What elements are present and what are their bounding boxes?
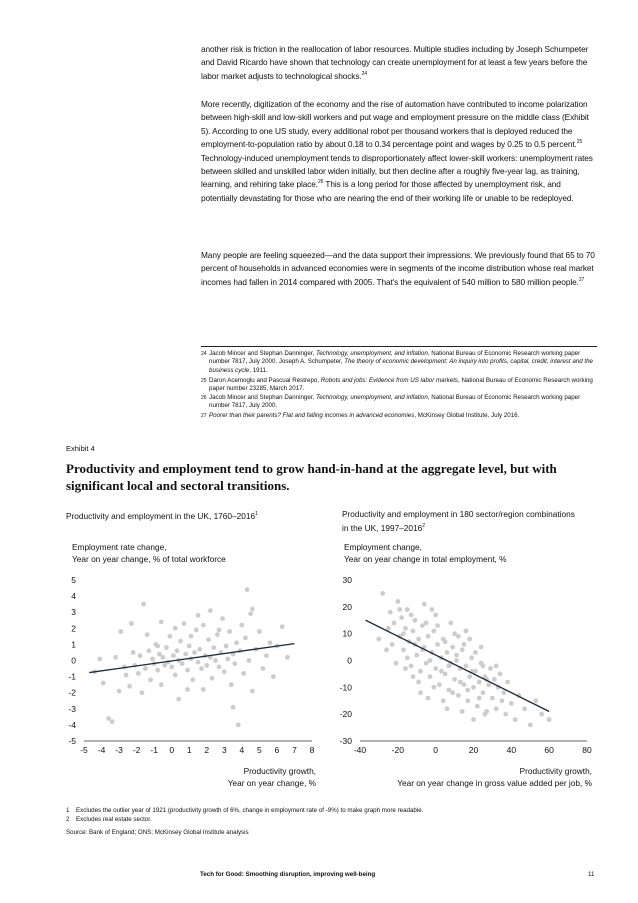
- chart-left-point: [161, 655, 166, 660]
- chart-left-y-tick-label: -1: [68, 671, 76, 682]
- chart-left-point: [229, 682, 234, 687]
- chart-right-y-tick-label: 20: [342, 601, 352, 612]
- chart-right-x-tick-label: 40: [506, 745, 517, 755]
- chart-right-point: [413, 618, 418, 623]
- chart-right-point: [465, 698, 470, 703]
- chart-right-point: [473, 650, 478, 655]
- chart-right-point: [448, 621, 453, 626]
- chart-right-point: [428, 674, 433, 679]
- chart-right-point: [401, 631, 406, 636]
- chart-right-point: [503, 712, 508, 717]
- chart-right-point: [386, 626, 391, 631]
- chart-right-point: [394, 661, 399, 666]
- exhibit-title: Productivity and employment tend to grow hand-in-hand at the aggregate level, but with significant local and sectoral transitions.: [66, 461, 557, 493]
- chart-right-point: [460, 647, 465, 652]
- chart-right-x-tick-label: 60: [544, 745, 554, 755]
- chart-left-point: [175, 648, 180, 653]
- chart-left-point: [222, 669, 227, 674]
- chart-right-x-axis-title: Productivity growth, Year on year change in gross value added per job, %: [397, 766, 592, 788]
- chart-right-point: [501, 690, 506, 695]
- chart-right-point: [414, 653, 419, 658]
- chart-left-y-tick-label: 0: [71, 655, 76, 666]
- chart-left-point: [211, 645, 216, 650]
- chart-right-point: [509, 701, 514, 706]
- footer-title: Tech for Good: Smoothing disruption, improving well-being: [200, 871, 376, 878]
- chart-left-title: Productivity and employment in the UK, 1760–2016$^1$: [66, 510, 258, 521]
- chart-left-point: [236, 723, 241, 728]
- chart-left-point: [143, 666, 148, 671]
- chart-right-point: [471, 685, 476, 690]
- chart-right-point: [467, 674, 472, 679]
- chart-right-point: [431, 685, 436, 690]
- chart-left-point: [271, 674, 276, 679]
- chart-right-point: [443, 639, 448, 644]
- chart-left-x-tick-label: 1: [186, 745, 192, 755]
- chart-right-point: [380, 591, 385, 596]
- chart-left-point: [245, 587, 250, 592]
- chart-right-point: [494, 664, 499, 669]
- chart-right-point: [492, 677, 497, 682]
- chart-right-y-tick-label: 10: [342, 628, 352, 639]
- chart-left-point: [225, 657, 230, 662]
- chart-left-point: [285, 655, 290, 660]
- footnote-27: 27 Poorer than their parents? Flat and falling incomes in advanced economies, McKinsey Global Institute, July 2016.: [201, 412, 520, 419]
- chart-left-y-axis-title: Employment rate change, Year on year change, % of total workforce: [72, 542, 226, 564]
- chart-left-x-tick-label: 3: [221, 745, 227, 755]
- chart-left-point: [113, 655, 118, 660]
- chart-left-x-tick-label: 8: [309, 745, 315, 755]
- chart-left-point: [206, 637, 211, 642]
- exhibit-source: Source: Bank of England; ONS; McKinsey Global Institute analysis: [66, 829, 249, 836]
- chart-right-point: [392, 621, 397, 626]
- chart-right-point: [418, 690, 423, 695]
- chart-left-point: [196, 613, 201, 618]
- chart-right-point: [397, 607, 402, 612]
- chart-right-point: [433, 613, 438, 618]
- chart-right-point: [388, 610, 393, 615]
- chart-left-point: [250, 689, 255, 694]
- chart-right-point: [488, 666, 493, 671]
- chart-right-point: [395, 599, 400, 604]
- chart-right-point: [505, 680, 510, 685]
- chart-left-point: [182, 621, 187, 626]
- chart-right-point: [426, 634, 431, 639]
- chart-right-point: [426, 696, 431, 701]
- chart-right-point: [435, 623, 440, 628]
- chart-left-point: [129, 621, 134, 626]
- chart-left-point: [201, 687, 206, 692]
- chart-left-x-tick-label: -2: [132, 745, 141, 755]
- chart-right-point: [513, 717, 518, 722]
- chart-left-point: [199, 666, 204, 671]
- body-paragraph-3: Many people are feeling squeezed—and the data support their impressions. We previously found that 65 to 70 percent of households in advanced economies were in segments of the income distribution whose real market incomes had fallen in 2014 compared with 2005. That's the equivalent of 540 million to 580 million people.$^{27}$: [201, 250, 595, 287]
- chart-right-point: [418, 669, 423, 674]
- chart-left-point: [127, 684, 132, 689]
- chart-left: [60, 572, 322, 760]
- chart-left-point: [169, 665, 174, 670]
- footnote-24: 24 Jacob Mincer and Stephan Danninger, Technology, unemployment, and inflation, National Bureau of Economic Research working paper number 7817, July 2000. Joseph A. Schumpeter, The theory of economic development: An inquiry into profits, capital, credit, interest and the business cycle, 1911.: [201, 350, 593, 374]
- chart-right-point: [456, 693, 461, 698]
- exhibit-note-1: 1 Excludes the outlier year of 1921 (productivity growth of 6%, change in employment rate of -9%) to make graph more readable.: [66, 807, 424, 814]
- chart-right-point: [424, 621, 429, 626]
- chart-left-y-tick-label: 3: [71, 607, 76, 618]
- chart-right-point: [411, 674, 416, 679]
- chart-right-point: [403, 626, 408, 631]
- chart-left-point: [155, 644, 160, 649]
- chart-left-y-tick-label: 2: [71, 623, 76, 634]
- chart-left-point: [190, 677, 195, 682]
- chart-right-point: [411, 629, 416, 634]
- chart-left-x-tick-label: 0: [169, 745, 175, 755]
- chart-right-x-tick-label: 0: [433, 745, 439, 755]
- chart-left-point: [194, 628, 199, 633]
- chart-right-y-tick-label: -30: [339, 736, 352, 746]
- chart-right-y-axis-title: Employment change, Year on year change in total employment, %: [344, 542, 507, 564]
- chart-right-point: [465, 688, 470, 693]
- chart-left-point: [183, 652, 188, 657]
- chart-left-point: [208, 608, 213, 613]
- chart-right-point: [469, 655, 474, 660]
- chart-right-point: [422, 602, 427, 607]
- chart-right-point: [445, 650, 450, 655]
- chart-right-point: [437, 682, 442, 687]
- body-paragraph-1: another risk is friction in the reallocation of labor resources. Multiple studies including by Joseph Schumpeter and David Ricardo have shown that technology can create unemployment for at least a few years before the labor market adjusts to technological shocks.$^{24}$: [201, 44, 589, 81]
- chart-right-y-tick-label: 30: [342, 575, 352, 585]
- chart-left-point: [173, 626, 178, 631]
- chart-left-point: [192, 650, 197, 655]
- chart-right-y-tick-label: -20: [339, 709, 352, 720]
- chart-right-point: [483, 712, 488, 717]
- chart-left-point: [247, 658, 252, 663]
- chart-left-x-tick-label: 7: [292, 745, 297, 755]
- chart-left-x-axis-title: Productivity growth, Year on year change, %: [227, 766, 316, 788]
- chart-left-point: [243, 636, 248, 641]
- chart-left-point: [201, 623, 206, 628]
- chart-right-point: [454, 653, 459, 658]
- chart-left-y-tick-label: -3: [68, 703, 76, 714]
- chart-right-point: [439, 669, 444, 674]
- chart-left-y-tick-label: -4: [68, 719, 76, 730]
- chart-left-point: [176, 697, 181, 702]
- chart-right-point: [486, 682, 491, 687]
- chart-left-point: [148, 677, 153, 682]
- chart-left-point: [227, 629, 232, 634]
- chart-left-x-tick-label: 6: [274, 745, 280, 755]
- chart-right-point: [539, 712, 544, 717]
- chart-left-x-tick-label: 5: [257, 745, 262, 755]
- chart-left-y-tick-label: 1: [71, 639, 76, 650]
- chart-left-point: [210, 676, 215, 681]
- chart-left-point: [168, 634, 173, 639]
- chart-right-point: [498, 672, 503, 677]
- chart-right-point: [464, 629, 469, 634]
- chart-left-point: [257, 629, 262, 634]
- exhibit-label: Exhibit 4: [66, 444, 95, 453]
- chart-left-point: [150, 657, 155, 662]
- chart-left-point: [141, 602, 146, 607]
- chart-right-x-tick-label: 80: [582, 745, 592, 755]
- chart-right-point: [441, 698, 446, 703]
- chart-right-point: [405, 607, 410, 612]
- chart-left-point: [250, 607, 255, 612]
- chart-left-point: [187, 644, 192, 649]
- chart-left-point: [189, 634, 194, 639]
- chart-left-point: [118, 629, 123, 634]
- chart-right-point: [547, 717, 552, 722]
- chart-left-x-tick-label: -4: [97, 745, 106, 755]
- chart-right-point: [528, 723, 533, 728]
- chart-left-point: [138, 653, 143, 658]
- chart-right-point: [494, 706, 499, 711]
- chart-right-point: [450, 690, 455, 695]
- chart-right-point: [534, 698, 539, 703]
- chart-left-point: [213, 658, 218, 663]
- chart-right-point: [477, 680, 482, 685]
- chart-right-x-tick-label: -40: [353, 745, 367, 755]
- chart-left-x-tick-label: 2: [204, 745, 210, 755]
- chart-right-point: [490, 696, 495, 701]
- chart-left-point: [155, 668, 160, 673]
- footnote-25: 25 Daron Acemoglu and Pascual Restrepo, Robots and jobs: Evidence from US labor markets, National Bureau of Economic Research working paper number 23285, March 2017.: [201, 377, 593, 393]
- footnote-ref[interactable]: 25: [576, 139, 583, 146]
- chart-left-point: [97, 657, 102, 662]
- chart-left-point: [101, 681, 106, 686]
- chart-left-point: [234, 640, 239, 645]
- chart-right-point: [450, 645, 455, 650]
- chart-right-trendline: [366, 620, 549, 711]
- chart-right-point: [467, 637, 472, 642]
- chart-left-y-tick-label: 5: [71, 575, 76, 585]
- chart-left-y-tick-label: -5: [68, 736, 76, 746]
- chart-left-point: [136, 671, 141, 676]
- chart-right-point: [447, 664, 452, 669]
- chart-right-point: [401, 647, 406, 652]
- chart-left-point: [131, 650, 136, 655]
- chart-left-point: [185, 668, 190, 673]
- chart-left-x-tick-label: -1: [150, 745, 158, 755]
- chart-left-point: [231, 705, 236, 710]
- chart-right-point: [500, 698, 505, 703]
- chart-left-point: [280, 624, 285, 629]
- chart-right-point: [445, 706, 450, 711]
- chart-left-point: [264, 653, 269, 658]
- chart-left-point: [215, 632, 220, 637]
- chart-left-x-tick-label: -3: [115, 745, 123, 755]
- chart-left-point: [171, 653, 176, 658]
- chart-left-point: [204, 663, 209, 668]
- chart-left-point: [159, 620, 164, 625]
- chart-left-point: [248, 611, 253, 616]
- chart-left-point: [232, 661, 237, 666]
- chart-right-point: [481, 664, 486, 669]
- footnote-divider: [201, 346, 597, 347]
- chart-left-point: [159, 682, 164, 687]
- chart-right-point: [477, 696, 482, 701]
- chart-left-point: [217, 665, 222, 670]
- chart-right-x-tick-label: -20: [391, 745, 404, 755]
- chart-right-point: [416, 680, 421, 685]
- chart-right-point: [390, 642, 395, 647]
- chart-left-point: [224, 644, 229, 649]
- chart-right-point: [452, 677, 457, 682]
- chart-right-point: [416, 637, 421, 642]
- chart-left-point: [140, 690, 145, 695]
- chart-right-point: [384, 647, 389, 652]
- chart-left-point: [197, 647, 202, 652]
- body-paragraph-2: More recently, digitization of the economy and the rise of automation have contributed to income polarization between high-skill and low-skill workers and put wage and employment pressure on the middle class (Exhibit 5). According to one US study, every additional robot per thousand workers that is deployed reduced the employment-to-population ratio by about 0.18 to 0.34 percentage point and wages by 0.25 to 0.5 percent.$^{25}$ Technology-induced unemployment tends to disproportionately affect lower-skill workers: unemployment rates between skilled and unskilled labor widen initially, but then decline after a roughly five-year lag, as training, learning, and rehiring take place.$^{26}$ This is a long period for those affected by unemployment risk, and potentially devastating for those who are nearing the end of their working life or unable to be redeployed.: [201, 99, 593, 203]
- chart-left-point: [217, 628, 222, 633]
- chart-left-x-tick-label: -5: [80, 745, 88, 755]
- chart-left-y-tick-label: -2: [68, 687, 76, 698]
- exhibit-note-2: 2 Excludes real estate sector.: [66, 816, 152, 823]
- chart-left-point: [164, 645, 169, 650]
- chart-right-y-tick-label: -10: [339, 682, 352, 693]
- chart-right-point: [458, 680, 463, 685]
- chart-left-y-tick-label: 4: [71, 591, 76, 602]
- footnote-26: 26 Jacob Mincer and Stephan Danninger, Technology, unemployment, and inflation, National Bureau of Economic Research working paper number 7817, July 2000.: [201, 394, 581, 410]
- chart-right-point: [405, 655, 410, 660]
- chart-left-point: [147, 648, 152, 653]
- chart-left-x-tick-label: 4: [239, 745, 245, 755]
- chart-right-point: [462, 642, 467, 647]
- footnote-ref[interactable]: 24: [361, 71, 367, 78]
- chart-right: [330, 572, 602, 760]
- chart-left-point: [180, 661, 185, 666]
- chart-left-point: [145, 632, 150, 637]
- chart-left-point: [178, 639, 183, 644]
- chart-left-point: [239, 623, 244, 628]
- chart-left-point: [196, 660, 201, 665]
- chart-right-y-tick-label: 0: [347, 655, 352, 666]
- chart-left-point: [173, 673, 178, 678]
- chart-right-point: [456, 634, 461, 639]
- chart-right-point: [475, 704, 480, 709]
- chart-right-point: [377, 637, 382, 642]
- chart-right-point: [479, 645, 484, 650]
- chart-right-point: [409, 613, 414, 618]
- chart-right-point: [433, 666, 438, 671]
- chart-left-point: [241, 671, 246, 676]
- chart-left-point: [117, 689, 122, 694]
- chart-right-point: [460, 709, 465, 714]
- chart-right-point: [454, 658, 459, 663]
- chart-left-point: [268, 640, 273, 645]
- chart-right-point: [464, 664, 469, 669]
- chart-right-title: Productivity and employment in 180 sector/region combinations in the UK, 1997–2016$^2$: [342, 509, 575, 533]
- chart-left-point: [261, 666, 266, 671]
- chart-right-point: [409, 664, 414, 669]
- chart-right-point: [399, 615, 404, 620]
- chart-right-x-tick-label: 20: [468, 745, 479, 755]
- chart-right-point: [403, 666, 408, 671]
- chart-right-point: [471, 717, 476, 722]
- chart-left-point: [124, 673, 129, 678]
- chart-left-point: [110, 719, 115, 724]
- chart-left-point: [185, 687, 190, 692]
- chart-right-point: [430, 607, 435, 612]
- footnote-ref[interactable]: 27: [578, 277, 585, 284]
- chart-right-point: [431, 629, 436, 634]
- chart-right-point: [481, 690, 486, 695]
- chart-right-point: [435, 642, 440, 647]
- chart-left-point: [220, 616, 225, 621]
- chart-right-point: [428, 658, 433, 663]
- footnote-ref[interactable]: 26: [317, 179, 324, 186]
- chart-right-point: [522, 706, 527, 711]
- page-number: 11: [588, 871, 595, 878]
